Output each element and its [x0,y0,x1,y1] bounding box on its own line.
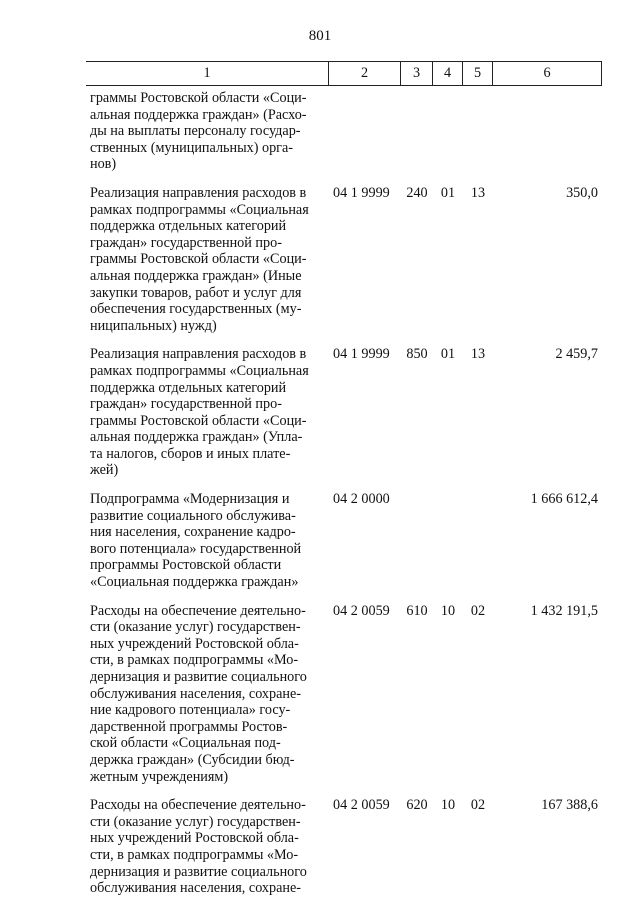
row-description: Подпрограмма «Модернизация и развитие социального обслужива- ния населения, сохранение кадро- вого потенциала» государственной программы Ростовской области «Социальная поддержка граждан» [90,491,302,591]
row-target-code: 04 2 0059 [333,797,390,814]
table-row [86,491,602,591]
table-row [86,185,602,334]
table-row [86,797,602,897]
row-section [433,90,463,173]
row-amount: 1 666 612,4 [530,491,598,508]
row-description: Расходы на обеспечение деятельно- сти (оказание услуг) государствен- ных учреждений Ростовской обла- сти, в рамках подпрограммы «Мо- дернизация и развитие социального обслуживания населения, сохране- [90,797,307,897]
row-expense-type: 610 [406,602,428,619]
row-subsection [463,90,493,173]
budget-table [86,61,602,897]
row-expense-type: 240 [406,184,428,201]
row-section [433,491,463,591]
row-description: Реализация направления расходов в рамках подпрограммы «Социальная поддержка отдельных категорий граждан» государственной про- граммы Ростовской области «Соци- альная поддержка граждан» (Упла- та налогов, сборов и иных платe- жей) [90,346,309,479]
row-section: 01 [440,346,456,363]
row-amount: 350,0 [566,184,598,201]
row-expense-type [401,491,433,591]
row-subsection: 02 [470,602,486,619]
page-number: 801 [308,28,332,44]
row-description: граммы Ростовской области «Соци- альная поддержка граждан» (Расхо- ды на выплаты персоналу государ- ственных (муниципальных) орга- нов) [90,90,307,173]
header-col-1: 1 [86,62,329,85]
header-col-4: 4 [433,62,463,85]
row-target-code: 04 2 0059 [333,602,390,619]
row-amount: 2 459,7 [555,346,598,363]
table-row [86,346,602,479]
row-target-code: 04 2 0000 [333,491,390,508]
row-target-code: 04 1 9999 [333,184,390,201]
row-amount: 1 432 191,5 [530,602,598,619]
header-col-6: 6 [493,62,602,85]
row-target-code [329,90,401,173]
header-col-2: 2 [329,62,401,85]
table-header [86,61,602,86]
row-description: Расходы на обеспечение деятельно- сти (оказание услуг) государствен- ных учреждений Ростовской обла- сти, в рамках подпрограммы «Мо- дернизация и развитие социального обслуживания населения, сохране- ние кадрового потенциала» госу- дарственной программы Ростов- ской области «Социальная под- держка граждан» (Субсидии бюд- жетным учреждениям) [90,602,307,785]
row-target-code: 04 1 9999 [333,346,390,363]
row-amount: 167 388,6 [541,797,598,814]
row-amount [493,90,602,173]
row-subsection: 02 [470,797,486,814]
row-expense-type: 620 [406,797,428,814]
row-subsection: 13 [470,184,486,201]
row-subsection [463,491,493,591]
row-expense-type [401,90,433,173]
row-subsection: 13 [470,346,486,363]
row-section: 10 [440,797,456,814]
row-section: 01 [440,184,456,201]
table-row [86,603,602,786]
table-row [86,90,602,173]
row-expense-type: 850 [406,346,428,363]
header-col-3: 3 [401,62,433,85]
header-col-5: 5 [463,62,493,85]
row-section: 10 [440,602,456,619]
row-description: Реализация направления расходов в рамках подпрограммы «Социальная поддержка отдельных категорий граждан» государственной про- граммы Ростовской области «Соци- альная поддержка граждан» (Иные закупки товаров, работ и услуг для обеспечения государственных (му- ниципальных) нужд) [90,184,309,334]
